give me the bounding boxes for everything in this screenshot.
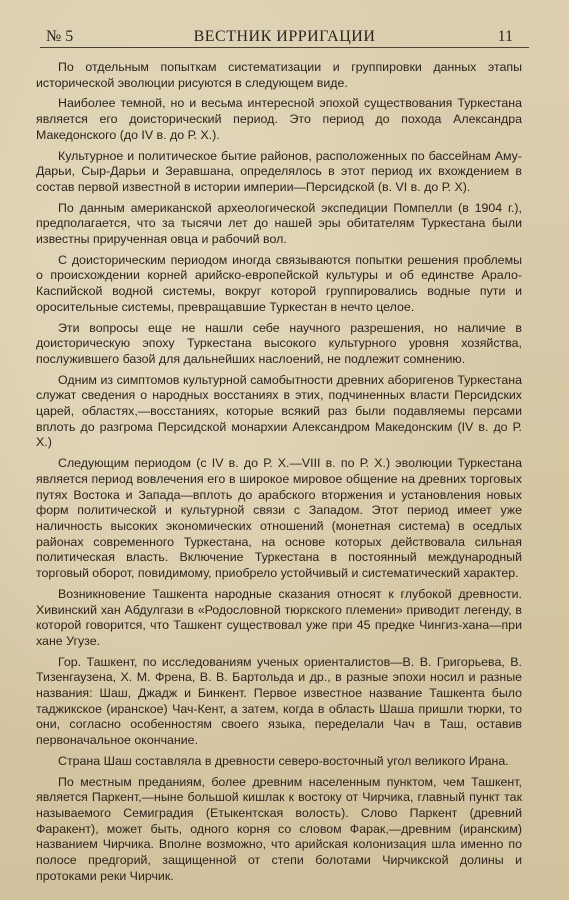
- paragraph: По данным американской археологической экспедиции Помпелли (в 1904 г.), предполагается, что за тысячи лет до нашей эры обитателям Туркестана были известны прирученная овца и рабочий вол.: [36, 200, 522, 247]
- paragraph: Следующим периодом (с IV в. до Р. Х.—VIII в. по Р. Х.) эволюции Туркестана является период вовлечения его в широкое мировое общение на древних торговых путях Востока и Запада—вплоть до арабского вторжения и установления новых форм политической и культурной связи с Западом. Этот период имеет уже наличность высоких экономических отношений (монетная система) в оседлых районах современного Туркестана, на основе которых действовала сильная политическая власть. Включение Туркестана в постоянный международный торговый оборот, повидимому, приобрело устойчивый и систематический характер.: [36, 456, 522, 581]
- page-number: 11: [497, 28, 513, 45]
- article-body: [36, 60, 522, 889]
- paragraph: Культурное и политическое бытие районов, расположенных по бассейнам Аму-Дарьи, Сыр-Дарьи и Зеравшана, определялось в этот период их вхождением в состав первой известной в истории империи—Персидской (в. VI в. до Р. Х).: [36, 148, 522, 194]
- journal-title: ВЕСТНИК ИРРИГАЦИИ: [193, 28, 376, 45]
- paragraph: Возникновение Ташкента народные сказания относят к глубокой древности. Хивинский хан Абдулгази в «Родословной тюркского племени» приводит легенду, в которой говорится, что Ташкент существовал уже при 45 предке Чингиз-хана—при хане Угузе.: [36, 586, 522, 648]
- paragraph: По отдельным попыткам систематизации и группировки данных этапы исторической эволюции рисуются в следующем виде.: [36, 60, 522, 90]
- paragraph: Гор. Ташкент, по исследованиям ученых ориенталистов—В. В. Григорьева, В. Тизенгаузена, Х. М. Френа, В. В. Бартольда и др., в разные эпохи носил и разные названия: Шаш, Джадж и Бинкент. Первое известное название Ташкента было таджикское (иранское) Чач-Кент, а затем, когда в область Шаша пришли тюрки, то они, согласно особенностям своего языка, переделали Чач в Таш, оставив первоначальное окончание.: [36, 654, 522, 748]
- paragraph: Эти вопросы еще не нашли себе научного разрешения, но наличие в доисторическую эпоху Туркестана высокого культурного уровня хозяйства, послужившего базой для дальнейших наслоений, не подлежит сомнению.: [36, 320, 522, 366]
- paragraph: С доисторическим периодом иногда связываются попытки решения проблемы о происхождении корней арийско-европейской культуры и об единстве Арало-Каспийской водной системы, вокруг которой группировались водные пути и оросительные системы, превращавшие Туркестан в нечто целое.: [36, 252, 522, 314]
- paragraph: Одним из симптомов культурной самобытности древних аборигенов Туркестана служат сведения о народных восстаниях в этих, подчиненных власти Персидских царей, областях,—восстаниях, которые всякий раз были подавляемы персами вплоть до разгрома Персидской монархии Александром Македонским (IV в. до Р. Х.): [36, 372, 522, 450]
- paragraph: Наиболее темной, но и весьма интересной эпохой существования Туркестана является его доисторический период. Это период до похода Александра Македонского (до IV в. до Р. Х.).: [36, 96, 522, 142]
- paragraph: По местным преданиям, более древним населенным пунктом, чем Ташкент, является Паркент,—ныне большой кишлак к востоку от Чирчика, главный пункт так называемого Семиградия (Етыкентская волость). Слово Паркент (древний Фаракент), может быть, одного корня со словом Фарак,—древним (иранским) названием Чирчика. Вполне возможно, что арийская колонизация шла именно по полосе предгорий, защищенной от степи болотами Чирчикской долины и протоками реки Чирчик.: [36, 774, 522, 883]
- issue-number: № 5: [46, 28, 74, 45]
- paragraph: Страна Шаш составляла в древности северо-восточный угол великого Ирана.: [58, 753, 509, 768]
- header-rule: [40, 47, 529, 48]
